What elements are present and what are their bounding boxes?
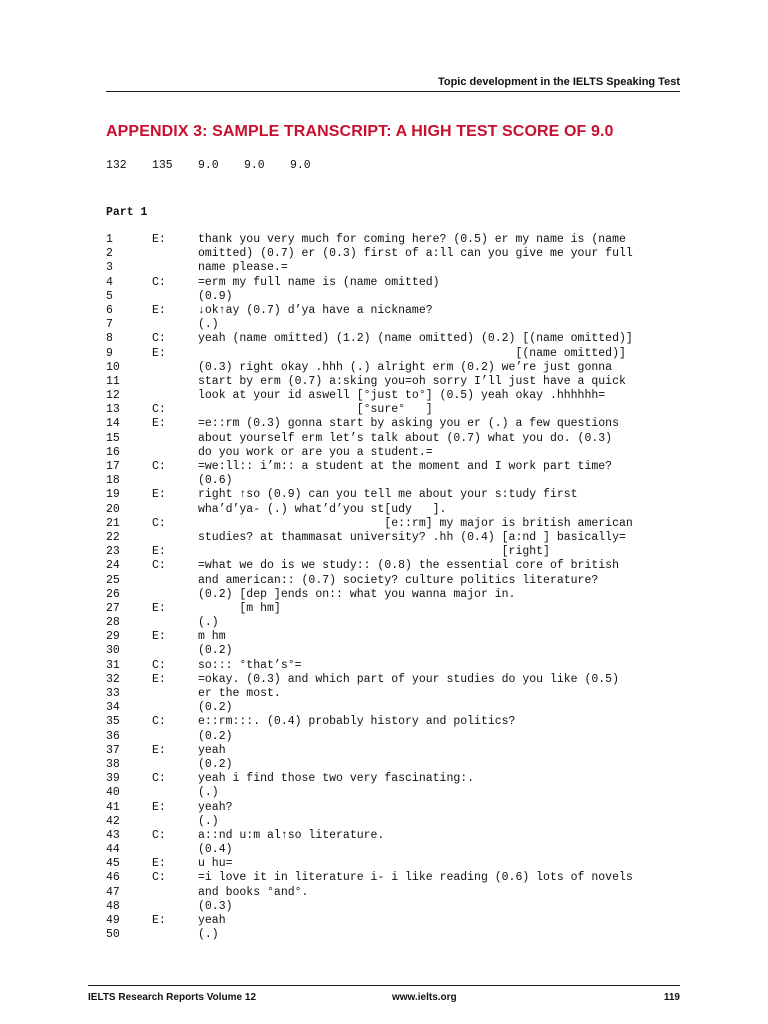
- footer-publication: IELTS Research Reports Volume 12: [88, 992, 257, 1003]
- line-number: 48: [106, 899, 120, 913]
- utterance-text: (0.9): [198, 289, 233, 303]
- speaker-label: E:: [152, 417, 166, 431]
- transcript-line: [0, 574, 768, 588]
- utterance-text: right ↑so (0.9) can you tell me about your s:tudy first: [198, 488, 578, 502]
- transcript-line: [0, 318, 768, 332]
- line-number: 6: [106, 303, 113, 317]
- transcript-line: [0, 616, 768, 630]
- speaker-label: E:: [152, 545, 166, 559]
- transcript-line: [0, 588, 768, 602]
- utterance-text: (0.4): [198, 843, 233, 857]
- line-number: 47: [106, 885, 120, 899]
- transcript-line: [0, 900, 768, 914]
- line-number: 24: [106, 559, 120, 573]
- line-number: 42: [106, 814, 120, 828]
- speaker-label: C:: [152, 275, 166, 289]
- running-header: Topic development in the IELTS Speaking Test: [437, 76, 680, 88]
- transcript-line: [0, 488, 768, 502]
- line-number: 43: [106, 828, 120, 842]
- utterance-text: name please.=: [198, 261, 288, 275]
- transcript-line: [0, 673, 768, 687]
- transcript-line: [0, 460, 768, 474]
- utterance-text: ↓ok↑ay (0.7) d’ya have a nickname?: [198, 303, 433, 317]
- transcript-line: [0, 403, 768, 417]
- header-divider: [106, 91, 680, 92]
- utterance-text: =erm my full name is (name omitted): [198, 275, 440, 289]
- line-number: 3: [106, 261, 113, 275]
- score-value: 9.0: [198, 159, 219, 172]
- speaker-label: E:: [152, 672, 166, 686]
- transcript-line: [0, 389, 768, 403]
- transcript-line: [0, 446, 768, 460]
- transcript-line: [0, 801, 768, 815]
- utterance-text: [°sure° ]: [198, 403, 433, 417]
- line-number: 49: [106, 914, 120, 927]
- transcript-line: [0, 730, 768, 744]
- speaker-label: C:: [152, 658, 166, 672]
- utterance-text: m hm: [198, 630, 226, 644]
- footer-divider: [88, 985, 680, 986]
- utterance-text: yeah: [198, 743, 226, 757]
- transcript-line: [0, 715, 768, 729]
- utterance-text: =okay. (0.3) and which part of your studies do you like (0.5): [198, 672, 619, 686]
- footer-website: www.ielts.org: [392, 992, 457, 1003]
- speaker-label: C:: [152, 516, 166, 530]
- transcript-line: [0, 758, 768, 772]
- line-number: 12: [106, 389, 120, 403]
- utterance-text: (.): [198, 928, 219, 942]
- transcript-line: [0, 772, 768, 786]
- speaker-label: E:: [152, 914, 166, 927]
- speaker-label: C:: [152, 332, 166, 346]
- speaker-label: E:: [152, 346, 166, 360]
- line-number: 29: [106, 630, 120, 644]
- speaker-label: C:: [152, 828, 166, 842]
- utterance-text: (.): [198, 616, 219, 630]
- speaker-label: C:: [152, 715, 166, 729]
- utterance-text: studies? at thammasat university? .hh (0.4) [a:nd ] basically=: [198, 530, 626, 544]
- line-number: 35: [106, 715, 120, 729]
- line-number: 16: [106, 445, 120, 459]
- line-number: 45: [106, 857, 120, 871]
- transcript-line: [0, 276, 768, 290]
- transcript-line: [0, 474, 768, 488]
- line-number: 30: [106, 644, 120, 658]
- utterance-text: =what we do is we study:: (0.8) the essential core of british: [198, 559, 619, 573]
- line-number: 27: [106, 601, 120, 615]
- utterance-text: and american:: (0.7) society? culture politics literature?: [198, 573, 599, 587]
- utterance-text: yeah (name omitted) (1.2) (name omitted) (0.2) [(name omitted)]: [198, 332, 633, 346]
- utterance-text: (.): [198, 814, 219, 828]
- transcript-line: [0, 261, 768, 275]
- transcript-line: [0, 644, 768, 658]
- utterance-text: [(name omitted)]: [198, 346, 626, 360]
- transcript-line: [0, 857, 768, 871]
- line-number: 22: [106, 530, 120, 544]
- line-number: 34: [106, 701, 120, 715]
- line-number: 15: [106, 431, 120, 445]
- line-number: 8: [106, 332, 113, 346]
- line-number: 9: [106, 346, 113, 360]
- line-number: 1: [106, 233, 113, 246]
- transcript-line: [0, 233, 768, 247]
- speaker-label: C:: [152, 871, 166, 885]
- transcript-line: [0, 928, 768, 942]
- line-number: 32: [106, 672, 120, 686]
- utterance-text: [e::rm] my major is british american: [198, 516, 633, 530]
- transcript-line: [0, 602, 768, 616]
- transcript-line: [0, 503, 768, 517]
- speaker-label: E:: [152, 303, 166, 317]
- utterance-text: about yourself erm let’s talk about (0.7) what you do. (0.3): [198, 431, 613, 445]
- utterance-text: (0.6): [198, 474, 233, 488]
- utterance-text: wha’d’ya- (.) what’d’you st[udy ].: [198, 502, 447, 516]
- speaker-label: E:: [152, 857, 166, 871]
- transcript-line: [0, 687, 768, 701]
- line-number: 14: [106, 417, 120, 431]
- speaker-label: C:: [152, 460, 166, 473]
- line-number: 38: [106, 757, 120, 771]
- transcript-line: [0, 290, 768, 304]
- speaker-label: E:: [152, 488, 166, 502]
- line-number: 5: [106, 289, 113, 303]
- line-number: 26: [106, 587, 120, 601]
- line-number: 28: [106, 616, 120, 630]
- utterance-text: (0.2) [dep ]ends on:: what you wanna major in.: [198, 587, 516, 601]
- utterance-text: (0.3) right okay .hhh (.) alright erm (0.2) we’re just gonna: [198, 360, 613, 374]
- line-number: 36: [106, 729, 120, 743]
- transcript-line: [0, 304, 768, 318]
- transcript-line: [0, 347, 768, 361]
- transcript-line: [0, 659, 768, 673]
- utterance-text: yeah: [198, 914, 226, 927]
- utterance-text: do you work or are you a student.=: [198, 445, 433, 459]
- line-number: 46: [106, 871, 120, 885]
- utterance-text: start by erm (0.7) a:sking you=oh sorry I’ll just have a quick: [198, 374, 626, 388]
- speaker-label: E:: [152, 601, 166, 615]
- line-number: 23: [106, 545, 120, 559]
- line-number: 40: [106, 786, 120, 800]
- utterance-text: (0.2): [198, 644, 233, 658]
- transcript-line: [0, 744, 768, 758]
- transcript-line: [0, 914, 768, 928]
- line-number: 19: [106, 488, 120, 502]
- line-number: 2: [106, 247, 113, 261]
- transcript-line: [0, 417, 768, 431]
- utterance-text: [m hm]: [198, 601, 281, 615]
- transcript-line: [0, 332, 768, 346]
- utterance-text: a::nd u:m al↑so literature.: [198, 828, 385, 842]
- transcript-line: [0, 517, 768, 531]
- transcript-line: [0, 815, 768, 829]
- transcript-line: [0, 871, 768, 885]
- appendix-title: APPENDIX 3: SAMPLE TRANSCRIPT: A HIGH TEST SCORE OF 9.0: [106, 123, 614, 140]
- utterance-text: (.): [198, 318, 219, 332]
- line-number: 21: [106, 516, 120, 530]
- transcript-line: [0, 630, 768, 644]
- utterance-text: [right]: [198, 545, 550, 559]
- utterance-text: and books °and°.: [198, 885, 309, 899]
- line-number: 37: [106, 743, 120, 757]
- utterance-text: (.): [198, 786, 219, 800]
- transcript-line: [0, 432, 768, 446]
- part-heading: Part 1: [106, 206, 148, 219]
- score-value: 9.0: [244, 159, 265, 172]
- speaker-label: C:: [152, 403, 166, 417]
- transcript-line: [0, 361, 768, 375]
- speaker-label: C:: [152, 772, 166, 786]
- utterance-text: thank you very much for coming here? (0.5) er my name is (name: [198, 233, 626, 246]
- utterance-text: (0.3): [198, 899, 233, 913]
- transcript: [0, 233, 768, 942]
- speaker-label: C:: [152, 559, 166, 573]
- transcript-line: [0, 829, 768, 843]
- speaker-label: E:: [152, 233, 166, 246]
- line-number: 17: [106, 460, 120, 473]
- utterance-text: look at your id aswell [°just to°] (0.5) yeah okay .hhhhhh=: [198, 389, 606, 403]
- utterance-text: omitted) (0.7) er (0.3) first of a:ll can you give me your full: [198, 247, 633, 261]
- utterance-text: =we:ll:: i’m:: a student at the moment and I work part time?: [198, 460, 613, 473]
- line-number: 18: [106, 474, 120, 488]
- utterance-text: yeah i find those two very fascinating:.: [198, 772, 475, 786]
- transcript-line: [0, 531, 768, 545]
- line-number: 31: [106, 658, 120, 672]
- line-number: 33: [106, 687, 120, 700]
- line-number: 50: [106, 928, 120, 942]
- transcript-line: [0, 559, 768, 573]
- utterance-text: =e::rm (0.3) gonna start by asking you er (.) a few questions: [198, 417, 619, 431]
- transcript-line: [0, 786, 768, 800]
- score-line: [106, 159, 336, 172]
- utterance-text: (0.2): [198, 757, 233, 771]
- line-number: 25: [106, 573, 120, 587]
- transcript-line: [0, 545, 768, 559]
- score-value: 9.0: [290, 159, 311, 172]
- transcript-line: [0, 375, 768, 389]
- utterance-text: (0.2): [198, 729, 233, 743]
- transcript-line: [0, 701, 768, 715]
- speaker-label: E:: [152, 743, 166, 757]
- line-number: 7: [106, 318, 113, 332]
- line-number: 44: [106, 843, 120, 857]
- line-number: 41: [106, 800, 120, 814]
- speaker-label: E:: [152, 800, 166, 814]
- score-value: 135: [152, 159, 173, 172]
- utterance-text: so::: °that’s°=: [198, 658, 302, 672]
- line-number: 20: [106, 502, 120, 516]
- utterance-text: yeah?: [198, 800, 233, 814]
- line-number: 39: [106, 772, 120, 786]
- transcript-line: [0, 886, 768, 900]
- utterance-text: =i love it in literature i- i like reading (0.6) lots of novels: [198, 871, 633, 885]
- speaker-label: E:: [152, 630, 166, 644]
- utterance-text: er the most.: [198, 687, 281, 700]
- score-value: 132: [106, 159, 127, 172]
- utterance-text: (0.2): [198, 701, 233, 715]
- utterance-text: e::rm:::. (0.4) probably history and politics?: [198, 715, 516, 729]
- transcript-line: [0, 843, 768, 857]
- utterance-text: u hu=: [198, 857, 233, 871]
- line-number: 13: [106, 403, 120, 417]
- line-number: 4: [106, 275, 113, 289]
- transcript-line: [0, 247, 768, 261]
- line-number: 11: [106, 374, 120, 388]
- line-number: 10: [106, 360, 120, 374]
- footer-page-number: 119: [663, 992, 680, 1003]
